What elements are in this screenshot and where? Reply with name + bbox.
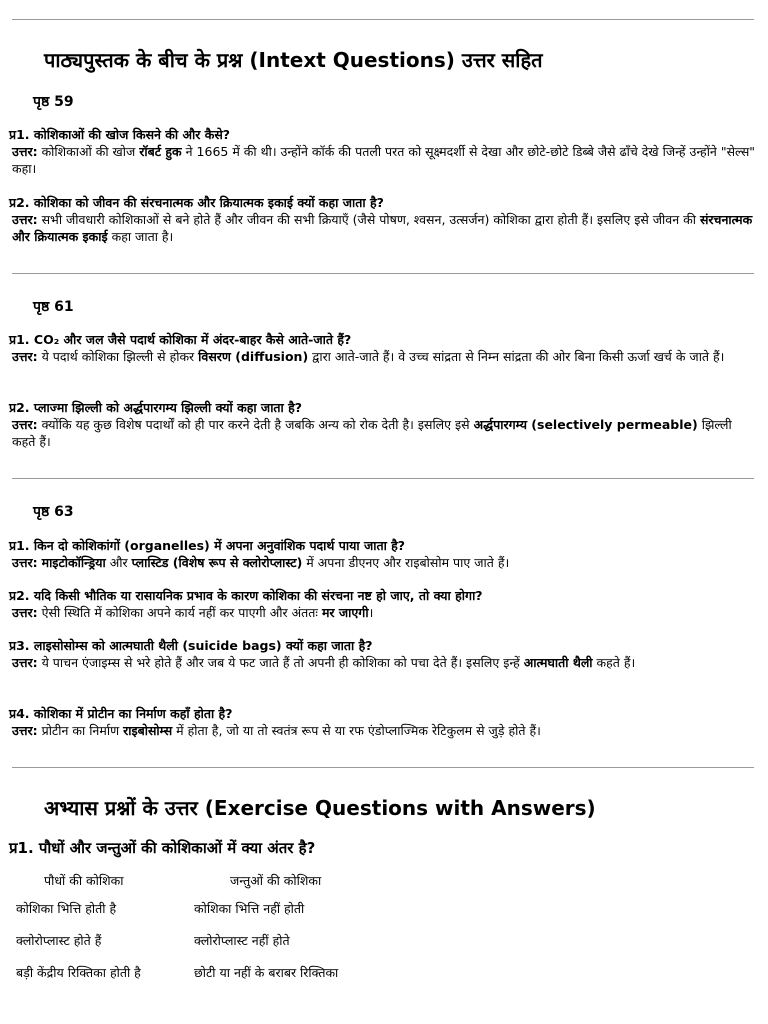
answer-part: झिल्ली कहते हैं। [12, 417, 732, 449]
answer-label: उत्तर: [12, 212, 38, 227]
divider [12, 767, 754, 768]
question-block [9, 194, 756, 245]
question-text: प्र2. प्लाज्मा झिल्ली को अर्द्धपारगम्य झिल्ली क्यों कहा जाता है? [9, 400, 303, 415]
question-text: प्र3. लाइसोसोम्स को आत्मघाती थैली (suicide bags) क्यों कहा जाता है? [9, 638, 373, 653]
question-text: प्र2. कोशिका को जीवन की संरचनात्मक और क्रियात्मक इकाई क्यों कहा जाता है? [9, 195, 384, 210]
table-header-row [14, 868, 434, 892]
column-header: पौधों की कोशिका [44, 872, 124, 888]
table-row [14, 892, 434, 924]
answer-part: कहते हैं। [592, 655, 636, 670]
answer-bold: मर जाएगी [321, 605, 369, 620]
answer-part: क्योंकि यह कुछ विशेष पदार्थों को ही पार करने देती है जबकि अन्य को रोक देती है। इसलिए इसे [37, 417, 474, 432]
answer-bold: रॉबर्ट हुक [139, 144, 182, 159]
answer-bold: संरचनात्मक और क्रियात्मक इकाई [12, 212, 753, 244]
page-label-63: पृष्ठ 63 [33, 504, 74, 520]
answer-bold: विसरण (diffusion) [198, 349, 309, 364]
answer-bold: प्लास्टिड (विशेष रूप से क्लोरोप्लास्ट) [131, 555, 303, 570]
divider [12, 478, 754, 479]
comparison-table [14, 868, 434, 988]
question-block [9, 399, 756, 450]
answer-label: उत्तर: [12, 555, 38, 570]
answer-part: द्वारा आते-जाते हैं। वे उच्च सांद्रता से निम्न सांद्रता की ओर बिना किसी ऊर्जा खर्च के जाते हैं। [308, 349, 725, 364]
table-cell: क्लोरोप्लास्ट नहीं होते [194, 932, 290, 948]
exercise-question: प्र1. पौधों और जन्तुओं की कोशिकाओं में क्या अंतर है? [9, 839, 316, 857]
table-row [14, 956, 434, 988]
answer-text [9, 654, 756, 671]
question-block [9, 126, 756, 177]
answer-label: उत्तर: [12, 655, 38, 670]
answer-part: और [105, 555, 132, 570]
answer-label: उत्तर: [12, 417, 38, 432]
answer-text [9, 604, 756, 621]
answer-part: में अपना डीएनए और राइबोसोम पाए जाते हैं। [302, 555, 510, 570]
answer-part: कोशिकाओं की खोज [37, 144, 140, 159]
question-block [9, 331, 756, 365]
answer-bold: अर्द्धपारगम्य (selectively permeable) [473, 417, 698, 432]
table-row [14, 924, 434, 956]
page-label-59: पृष्ठ 59 [33, 94, 74, 110]
question-block [9, 705, 756, 739]
table-cell: कोशिका भित्ति नहीं होती [194, 900, 305, 916]
table-cell: छोटी या नहीं के बराबर रिक्तिका [194, 964, 339, 980]
question-text: प्र1. CO₂ और जल जैसे पदार्थ कोशिका में अंदर-बाहर कैसे आते-जाते हैं? [9, 332, 352, 347]
divider [12, 273, 754, 274]
exercise-title: अभ्यास प्रश्नों के उत्तर (Exercise Questions with Answers) [44, 796, 596, 820]
answer-text [9, 211, 756, 245]
answer-text [9, 348, 756, 365]
table-cell: कोशिका भित्ति होती है [16, 900, 117, 916]
answer-part: में होता है, जो या तो स्वतंत्र रूप से या रफ एंडोप्लाज्मिक रेटिकुलम से जुड़े होते हैं। [172, 723, 541, 738]
answer-label: उत्तर: [12, 723, 38, 738]
table-cell: क्लोरोप्लास्ट होते हैं [16, 932, 102, 948]
column-header: जन्तुओं की कोशिका [230, 872, 322, 888]
answer-part: ये पदार्थ कोशिका झिल्ली से होकर [37, 349, 199, 364]
answer-text [9, 416, 756, 450]
question-block [9, 637, 756, 671]
answer-part: ये पाचन एंजाइम्स से भरे होते हैं और जब ये फट जाते हैं तो अपनी ही कोशिका को पचा देते हैं। इसलिए इन्हें [37, 655, 524, 670]
question-text: प्र4. कोशिका में प्रोटीन का निर्माण कहाँ होता है? [9, 706, 233, 721]
question-block [9, 537, 756, 571]
question-text: प्र2. यदि किसी भौतिक या रासायनिक प्रभाव के कारण कोशिका की संरचना नष्ट हो जाए, तो क्या होगा? [9, 588, 483, 603]
answer-part: सभी जीवधारी कोशिकाओं से बने होते हैं और जीवन की सभी क्रियाएँ (जैसे पोषण, श्वसन, उत्सर्जन) कोशिका द्वारा होती हैं। इसलिए इसे जीवन की [37, 212, 700, 227]
question-text: प्र1. किन दो कोशिकांगों (organelles) में अपना अनुवांशिक पदार्थ पाया जाता है? [9, 538, 406, 553]
question-text: प्र1. कोशिकाओं की खोज किसने की और कैसे? [9, 127, 231, 142]
answer-text [9, 722, 756, 739]
answer-part: ऐसी स्थिति में कोशिका अपने कार्य नहीं कर पाएगी और अंततः [37, 605, 322, 620]
answer-part: ने 1665 में की थी। उन्होंने कॉर्क की पतली परत को सूक्ष्मदर्शी से देखा और छोटे-छोटे डिब्बे जैसे ढाँचे देखे जिन्हें उन्होंने "सेल्स" कहा। [12, 144, 756, 176]
question-block [9, 587, 756, 621]
answer-part: । [368, 605, 374, 620]
answer-part: प्रोटीन का निर्माण [37, 723, 124, 738]
answer-label: उत्तर: [12, 144, 38, 159]
page-label-61: पृष्ठ 61 [33, 299, 74, 315]
intext-title: पाठ्यपुस्तक के बीच के प्रश्न (Intext Questions) उत्तर सहित [44, 48, 543, 72]
answer-bold: आत्मघाती थैली [523, 655, 593, 670]
answer-bold: राइबोसोम्स [123, 723, 173, 738]
answer-part: कहा जाता है। [107, 229, 174, 244]
answer-label: उत्तर: [12, 605, 38, 620]
answer-label: उत्तर: [12, 349, 38, 364]
divider [12, 19, 754, 20]
table-cell: बड़ी केंद्रीय रिक्तिका होती है [16, 964, 141, 980]
answer-bold: माइटोकॉन्ड्रिया [41, 555, 106, 570]
answer-text [9, 143, 756, 177]
answer-text [9, 554, 756, 571]
